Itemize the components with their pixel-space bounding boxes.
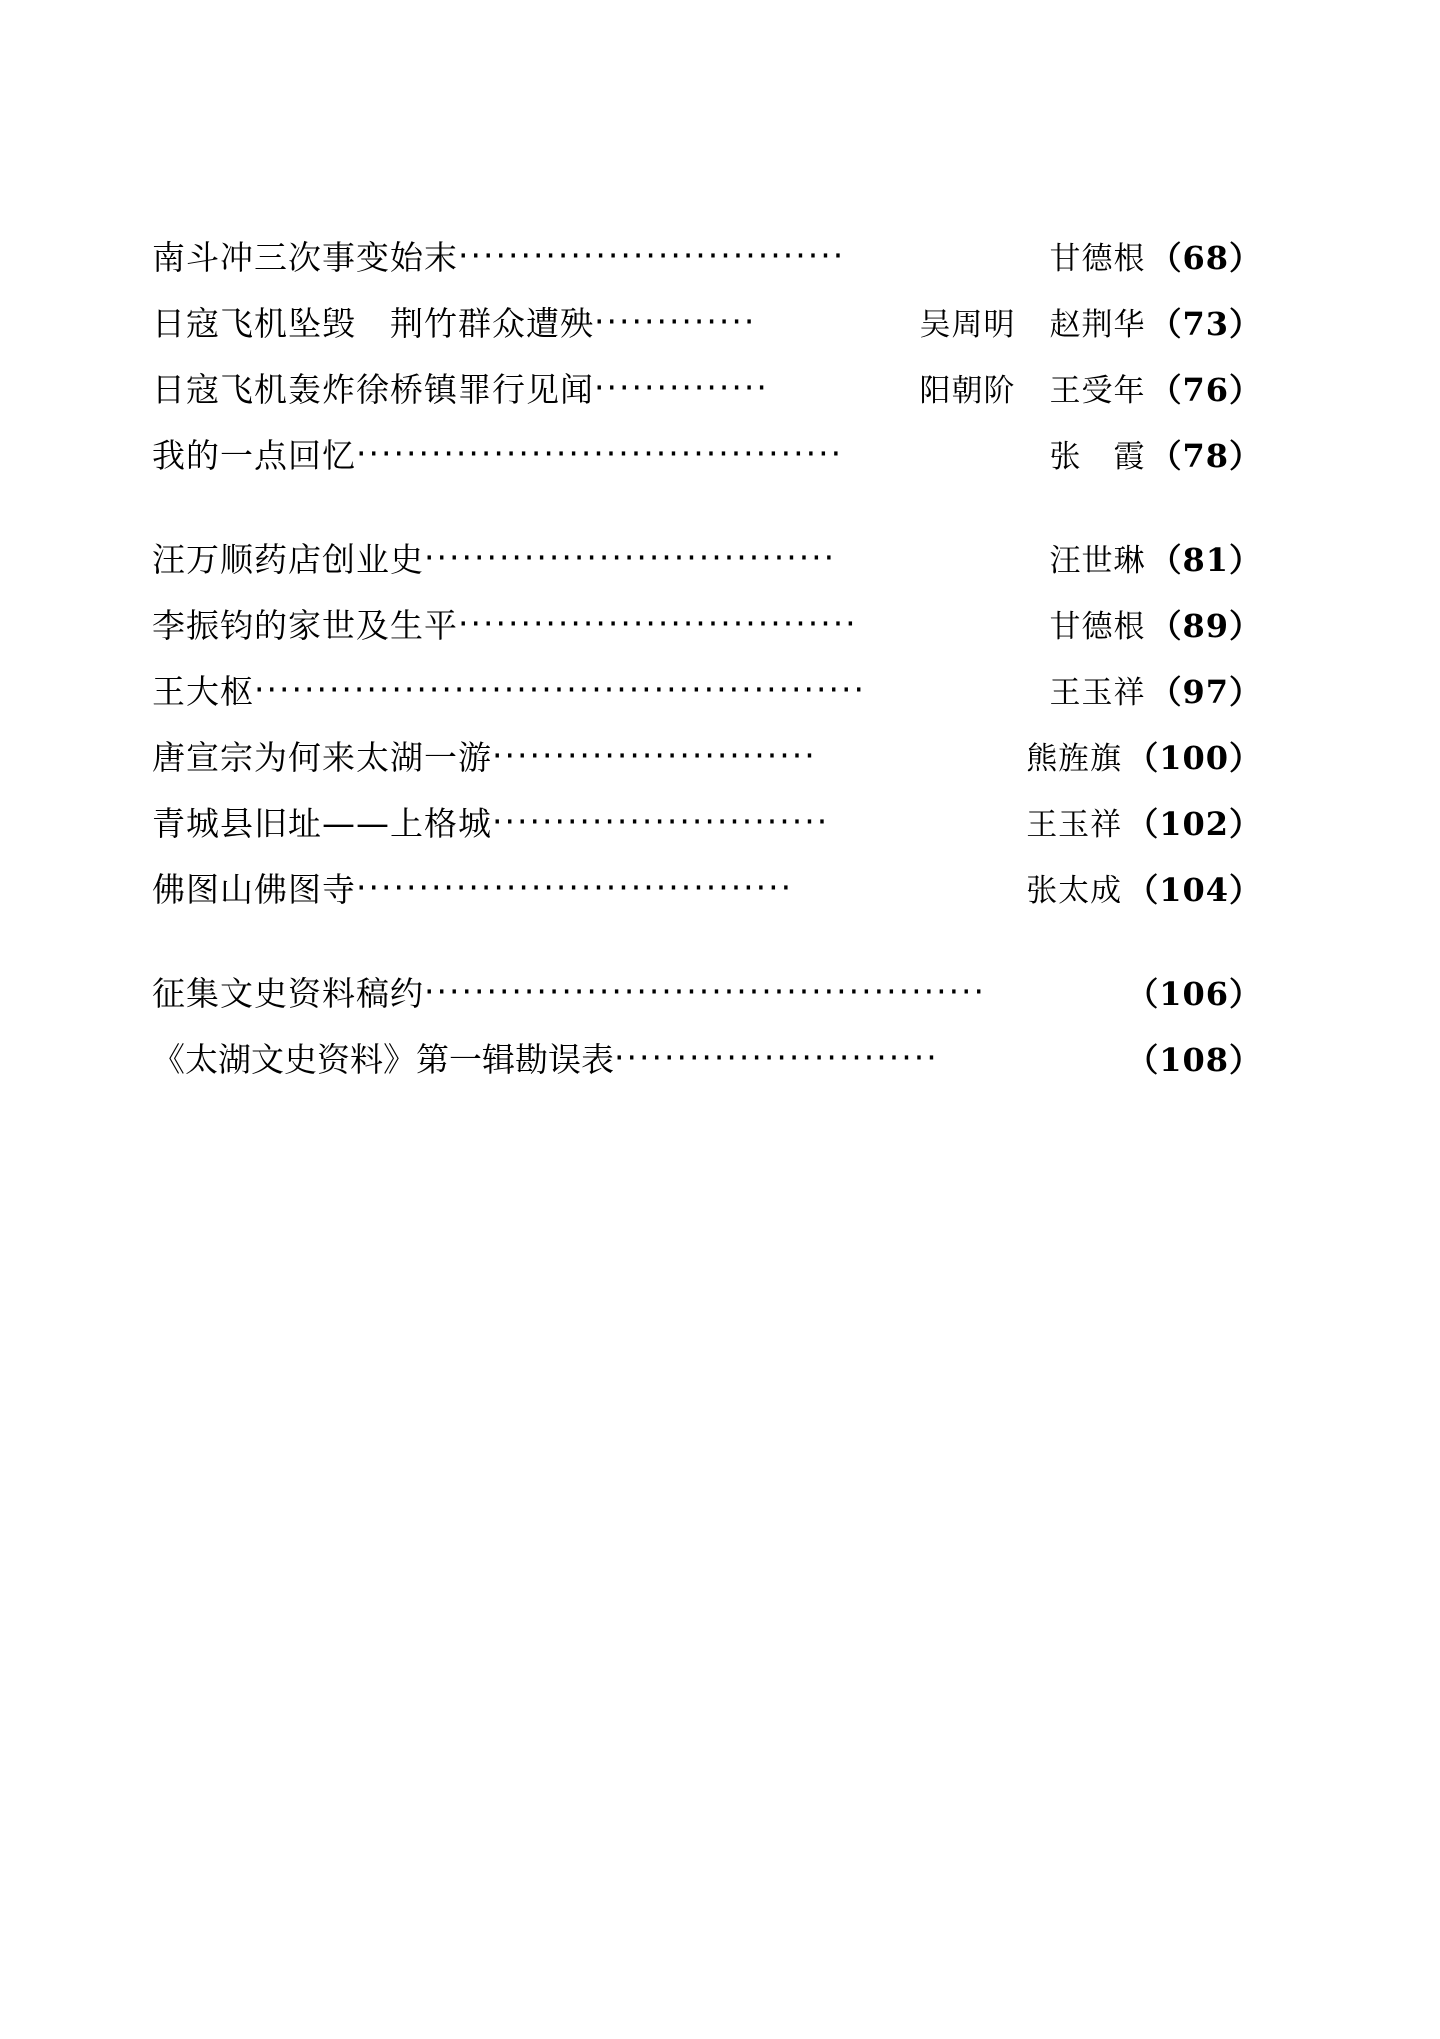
toc-entry[interactable] [152,1034,1262,1100]
toc-entry-author: 张太成 [1026,873,1123,909]
toc-entry-author: 甘德根 [1049,609,1146,645]
toc-entry-title: 青城县旧址——上格城 [152,804,492,843]
toc-entry[interactable] [152,430,1262,496]
toc-entry-tail [1049,601,1262,647]
toc-entry[interactable] [152,798,1262,864]
toc-entry-page: （76） [1149,371,1262,409]
toc-leader: ··························· [492,805,830,838]
toc-entry-tail [1026,733,1262,779]
toc-entry-page: （108） [1126,1041,1262,1079]
toc-leader: ············· [594,305,757,338]
toc-leader: ················································· [254,673,866,706]
toc-entry-author: 王玉祥 [1049,675,1146,711]
toc-entry-tail [1026,799,1262,845]
toc-leader: ············································· [424,975,987,1008]
toc-group [152,968,1262,1100]
toc-entry-title: 征集文史资料稿约 [152,974,424,1013]
toc-entry[interactable] [152,666,1262,732]
toc-leader: ·························· [492,739,817,772]
toc-entry-author: 熊旌旗 [1026,741,1123,777]
toc-entry[interactable] [152,534,1262,600]
toc-entry-page: （102） [1126,805,1262,843]
toc-entry[interactable] [152,968,1262,1034]
toc-entry-page: （104） [1126,871,1262,909]
toc-entry-author: 甘德根 [1049,241,1146,277]
toc-entry-title: 唐宣宗为何来太湖一游 [152,738,492,777]
toc-entry-title: 日寇飞机坠毁 荆竹群众遭殃 [152,304,594,343]
toc-entry-page: （73） [1149,305,1262,343]
toc-entry-author: 赵荆华 [1049,307,1146,343]
toc-entry[interactable] [152,364,1262,430]
table-of-contents [152,232,1262,1100]
toc-entry-author: 汪世琳 [1049,543,1146,579]
toc-entry-page: （106） [1126,975,1262,1013]
toc-group [152,232,1262,496]
toc-entry-author: 王受年 [1049,373,1146,409]
toc-entry[interactable] [152,232,1262,298]
toc-entry-title: 日寇飞机轰炸徐桥镇罪行见闻 [152,370,594,409]
toc-entry-title: 《太湖文史资料》第一辑勘误表 [152,1040,614,1079]
toc-entry-title: 南斗冲三次事变始末 [152,238,458,277]
toc-entry-title: 王大枢 [152,672,254,711]
toc-entry-page: （89） [1149,607,1262,645]
toc-entry-tail [1049,535,1262,581]
toc-entry-tail [1049,233,1262,279]
toc-entry-title: 佛图山佛图寺 [152,870,356,909]
toc-entry-author: 张 霞 [1049,439,1146,475]
toc-leader: ·························· [614,1041,939,1074]
toc-entry-tail [1026,865,1262,911]
toc-entry-title: 汪万顺药店创业史 [152,540,424,579]
toc-entry-author: 阳朝阶 [919,373,1016,409]
toc-entry-tail [1122,969,1262,1015]
toc-entry[interactable] [152,298,1262,364]
toc-entry-author: 吴周明 [919,307,1016,343]
toc-entry-author: 王玉祥 [1026,807,1123,843]
toc-entry[interactable] [152,864,1262,930]
toc-entry-page: （68） [1149,239,1262,277]
toc-leader: ································ [458,607,858,640]
toc-entry[interactable] [152,600,1262,666]
toc-leader: ······································· [356,437,844,470]
toc-entry-title: 我的一点回忆 [152,436,356,475]
toc-entry-title: 李振钧的家世及生平 [152,606,458,645]
toc-entry-tail [919,299,1262,345]
toc-entry-tail [919,365,1262,411]
toc-leader: ··································· [356,871,794,904]
toc-entry-page: （78） [1149,437,1262,475]
toc-entry-tail [1049,431,1262,477]
toc-leader: ································· [424,541,837,574]
toc-group [152,534,1262,930]
toc-entry-page: （81） [1149,541,1262,579]
toc-leader: ······························· [458,239,846,272]
toc-entry-tail [1122,1035,1262,1081]
toc-entry-page: （100） [1126,739,1262,777]
toc-entry[interactable] [152,732,1262,798]
toc-entry-page: （97） [1149,673,1262,711]
toc-leader: ·············· [594,371,769,404]
toc-entry-tail [1049,667,1262,713]
